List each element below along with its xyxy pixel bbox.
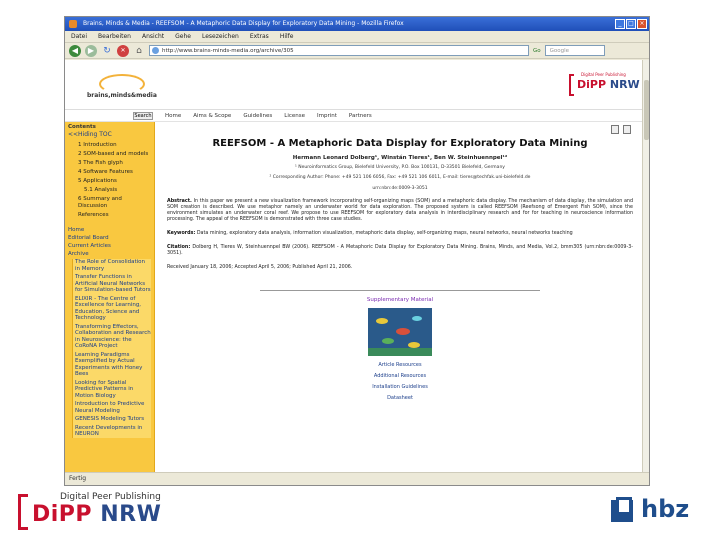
reload-icon[interactable]: ↻ <box>101 45 113 57</box>
article <box>157 122 643 473</box>
nav-home[interactable]: Home <box>165 113 182 119</box>
article-dates: Received January 18, 2006; Accepted April 5, 2006; Published April 21, 2006. <box>167 265 353 270</box>
back-icon[interactable]: ◀ <box>69 45 81 57</box>
archive-list <box>72 259 151 438</box>
toc-item[interactable]: 2 SOM-based and models <box>78 151 149 157</box>
archive-item[interactable]: Looking for Spatial Predictive Patterns in Motion Biology <box>75 379 134 399</box>
article-authors: Hermann Leonard Dolberg¹, Winstán Tieres¹, Ben W. Steinhuennpel¹² <box>292 155 508 161</box>
url-text: http://www.brains-minds-media.org/archive/305 <box>162 48 294 54</box>
stop-icon[interactable]: ✕ <box>117 45 129 57</box>
sidebar <box>65 122 155 473</box>
sidebar-heading: Contents <box>68 124 96 130</box>
status-bar: Fertig <box>65 472 649 485</box>
site-search-button[interactable]: Search <box>134 113 152 119</box>
dipp-logo-header[interactable] <box>569 72 640 98</box>
search-input[interactable]: Google <box>545 45 605 56</box>
nav-guidelines[interactable]: Guidelines <box>243 113 273 119</box>
vertical-scrollbar[interactable] <box>642 60 649 473</box>
article-urn[interactable]: urn:nbn:de:0009-3-3051 <box>372 186 428 191</box>
article-correspondence: ² Corresponding Author: Phone: +49 521 106 6056, Fax: +49 521 106 6011, E-mail: tieres@techfak.uni-bielefeld.de <box>269 175 531 180</box>
browser-window <box>64 16 650 486</box>
firefox-icon <box>69 20 77 28</box>
archive-item[interactable]: The Role of Consolidation in Memory <box>75 259 146 272</box>
supp-link[interactable]: Datasheet <box>387 395 413 401</box>
article-tools <box>611 125 631 134</box>
hbz-square-icon <box>616 497 632 515</box>
menu-datei[interactable]: Datei <box>71 33 88 40</box>
scrollbar-thumb[interactable] <box>644 80 649 140</box>
dipp-wordmark: DiPP NRW <box>32 502 162 527</box>
menu-bearbeiten[interactable]: Bearbeiten <box>98 33 131 40</box>
dipp-subtitle: Digital Peer Publishing <box>60 492 161 502</box>
menu-hilfe[interactable]: Hilfe <box>279 33 294 40</box>
supplementary-title: Supplementary Material <box>366 297 434 303</box>
sidebar-editorial-board[interactable]: Editorial Board <box>68 235 109 241</box>
article-title: REEFSOM - A Metaphoric Data Display for Exploratory Data Mining <box>212 138 588 149</box>
title-bar <box>65 17 649 31</box>
sidebar-archive[interactable]: Archive <box>68 251 89 257</box>
divider <box>260 290 540 291</box>
site-header <box>65 60 643 110</box>
supplementary-links <box>167 360 633 404</box>
article-affiliation: ¹ Neuroinformatics Group, Bielefeld University, P.O. Box 100131, D-33501 Bielefeld, Germany <box>295 165 505 170</box>
minimize-button[interactable]: _ <box>615 19 625 29</box>
menu-gehe[interactable]: Gehe <box>175 33 191 40</box>
site-nav <box>65 110 643 122</box>
navigation-toolbar <box>65 43 649 59</box>
archive-item[interactable]: Recent Developments in NEURON <box>75 424 143 437</box>
article-citation: Citation: Dolberg H, Tieres W, Steinhuennpel BW (2006). REEFSOM - A Metaphoric Data Display for Exploratory Data Mining. Brains, Minds, and Media, Vol.2, bmm305 (urn:nbn:de:0009-3-3051). <box>167 245 633 256</box>
logo-text: brains,minds&media <box>87 92 157 99</box>
menu-bar <box>65 31 649 43</box>
window-title: Brains, Minds & Media - REEFSOM - A Metaphoric Data Display for Exploratory Data Mining - Mozilla Firefox <box>83 20 404 27</box>
sidebar-home[interactable]: Home <box>68 227 85 233</box>
print-icon[interactable] <box>611 125 619 134</box>
nav-aims[interactable]: Aims & Scope <box>193 113 232 119</box>
archive-item[interactable]: Introduction to Predictive Neural Modeling <box>75 401 145 414</box>
supp-link[interactable]: Additional Resources <box>373 373 427 379</box>
dipp-subtitle: Digital Peer Publishing <box>581 72 626 77</box>
dipp-bracket-icon <box>18 494 28 530</box>
archive-item[interactable]: Transfer Functions in Artificial Neural Networks for Simulation-based Tutors <box>75 274 151 293</box>
article-abstract: Abstract. In this paper we present a new visualization framework incorporating self-organizing maps (SOM) and a metaphoric data display. The mechanism of data display, the simulation and SOM creation is described. We use metaphor namely an underwater world for data exploration. The proposed system is called REEFSOM (Reefsong of Emergent Fish SOM), since the environment simulates an underwater coral reef. We propose to use REEFSOM for exploratory data analysis in interdisciplinary research and for for teaching in neuroscience information processing. The appeal of the REEFSOM is demonstrated with three case studies. <box>167 199 633 222</box>
url-input[interactable] <box>149 45 529 56</box>
window-controls <box>615 19 647 29</box>
archive-item[interactable]: Learning Paradigms Exemplified by Actual Experiments with Honey Bees <box>75 351 143 377</box>
reef-image[interactable] <box>368 308 432 356</box>
nav-imprint[interactable]: Imprint <box>317 113 337 119</box>
article-keywords: Keywords: Data mining, exploratory data analysis, information visualization, metaphoric data display, self-organizing maps, neural networks, neural networks teaching <box>167 231 573 236</box>
toc-item[interactable]: 1 Introduction <box>78 142 117 148</box>
toc-item[interactable]: 4 Software Features <box>78 169 133 175</box>
maximize-button[interactable]: □ <box>626 19 636 29</box>
dipp-nrw-logo <box>18 492 168 532</box>
home-icon[interactable]: ⌂ <box>133 45 145 57</box>
forward-icon[interactable]: ▶ <box>85 45 97 57</box>
sidebar-current-articles[interactable]: Current Articles <box>68 243 111 249</box>
menu-ansicht[interactable]: Ansicht <box>141 33 165 40</box>
archive-item[interactable]: ELIXIR - The Centre of Excellence for Learning, Education, Science and Technology <box>75 295 142 321</box>
nav-partners[interactable]: Partners <box>348 113 372 119</box>
archive-item[interactable]: GENESIS Modeling Tutors <box>75 416 145 422</box>
dipp-bracket-icon <box>569 74 574 96</box>
menu-lesezeichen[interactable]: Lesezeichen <box>201 33 239 40</box>
supp-link[interactable]: Article Resources <box>378 362 422 368</box>
supp-link[interactable]: Installation Guidelines <box>372 384 428 390</box>
toc-item[interactable]: 5 Applications <box>78 178 117 184</box>
globe-icon <box>152 47 159 54</box>
nav-license[interactable]: License <box>284 113 306 119</box>
bmm-logo[interactable] <box>85 68 155 104</box>
logo-swirl-icon <box>99 74 145 94</box>
toc-item[interactable]: 5.1 Analysis <box>84 187 118 193</box>
site-nav-links <box>165 110 372 122</box>
pdf-icon[interactable] <box>623 125 631 134</box>
toc-item[interactable]: 6 Summary and Discussion <box>78 196 122 209</box>
go-button[interactable]: Go <box>533 47 541 54</box>
toc-item[interactable]: 3 The Fish glyph <box>78 160 123 166</box>
hbz-logo <box>611 497 701 527</box>
dipp-wordmark: DiPP NRW <box>577 78 640 91</box>
archive-item[interactable]: Transforming Effectors, Collaboration and Research in Neuroscience: the CoRoNA Project <box>75 323 151 349</box>
hbz-wordmark: hbz <box>641 495 690 523</box>
page-viewport <box>65 60 643 473</box>
toc-toggle[interactable]: <<Hiding TOC <box>68 131 112 138</box>
toc-item[interactable]: References <box>78 212 109 218</box>
close-button[interactable]: × <box>637 19 647 29</box>
menu-extras[interactable]: Extras <box>249 33 269 40</box>
